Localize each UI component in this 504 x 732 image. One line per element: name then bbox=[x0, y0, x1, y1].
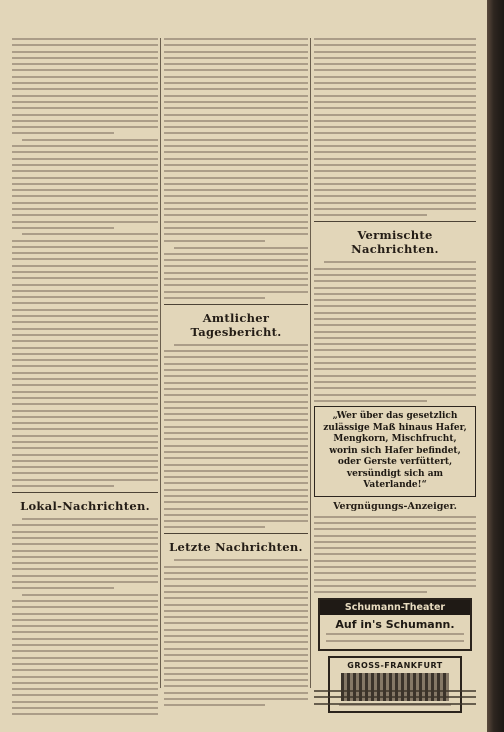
ads-heading: Vergnügungs-Anzeiger. bbox=[333, 500, 457, 512]
article-text-block bbox=[164, 247, 308, 299]
article-text-block bbox=[12, 38, 158, 487]
ad-text-block bbox=[314, 516, 476, 594]
ad-schumann-theater bbox=[318, 598, 472, 651]
section-heading-letzte: Letzte Nachrichten. bbox=[169, 540, 303, 555]
column-right bbox=[314, 38, 476, 718]
column-middle bbox=[164, 38, 308, 711]
section-heading-vermischt: Vermischte Nachrichten. bbox=[351, 228, 439, 257]
article-text-block bbox=[12, 518, 158, 715]
divider bbox=[164, 304, 308, 305]
divider bbox=[12, 492, 158, 493]
article-text-block bbox=[314, 38, 476, 216]
section-heading-amtlich: Amtlicher Tagesbericht. bbox=[190, 310, 282, 339]
section-heading-lokal: Lokal-Nachrichten. bbox=[20, 499, 150, 514]
article-text-block bbox=[164, 344, 308, 529]
divider bbox=[164, 533, 308, 534]
article-text-block bbox=[164, 38, 308, 242]
notice-box: „Wer über das gesetzlich zulässige Maß hinaus Hafer, Mengkorn, Mischfrucht, worin sich Hafer befindet, oder Gerste verfüttert, versündigt sich am Vaterlande!“ bbox=[314, 406, 476, 497]
ad-schumann-slogan: Auf in's Schumann. bbox=[335, 618, 455, 632]
article-text-block bbox=[164, 559, 308, 706]
article-text-block bbox=[314, 261, 476, 402]
book-spine bbox=[487, 0, 504, 732]
column-rule bbox=[160, 38, 161, 688]
divider bbox=[314, 221, 476, 222]
ad-schumann-title: Schumann-Theater bbox=[320, 600, 470, 615]
column-left bbox=[12, 38, 158, 720]
imprint-footer bbox=[314, 690, 476, 709]
ad-gross-title: GROSS-FRANKFURT bbox=[347, 660, 443, 670]
column-rule bbox=[310, 38, 311, 688]
